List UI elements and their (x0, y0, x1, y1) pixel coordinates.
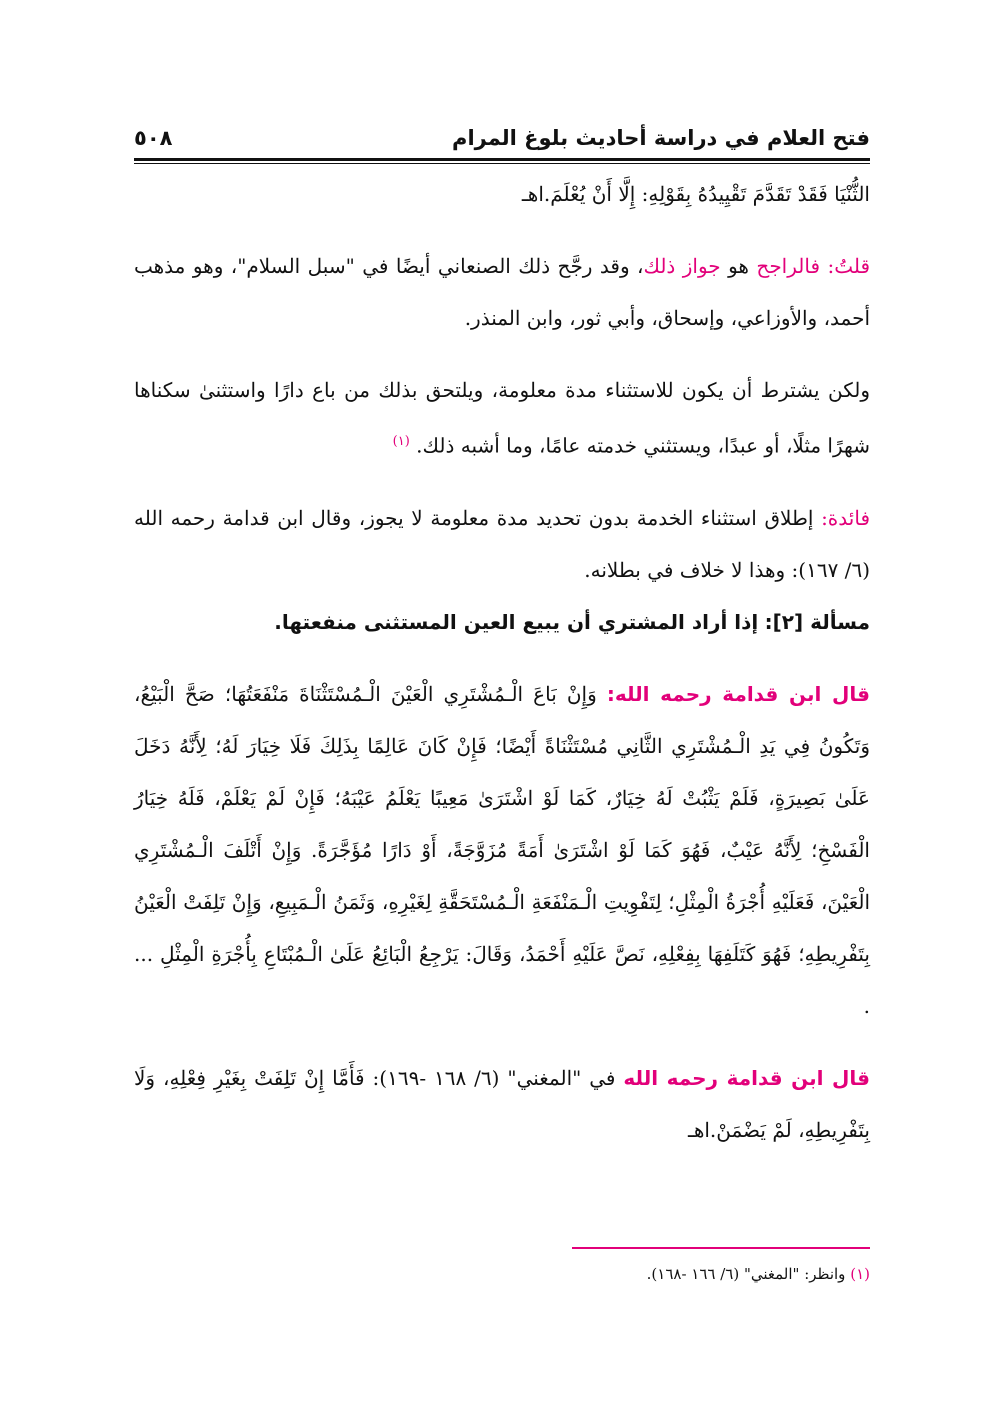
p3-text: ولكن يشترط أن يكون للاستثناء مدة معلومة، ويلتحق بذلك من باع دارًا واستثنىٰ سكناها شهرًا مثلًا، أو عبدًا، ويستثني خدمته عامًا، وما أشبه ذلك. (134, 378, 870, 458)
issue-label: مسألة [٢]: (764, 609, 870, 634)
jawaz-label: جواز ذلك (643, 254, 721, 278)
qultu-label: قلتُ: (827, 254, 871, 278)
p4-text: إطلاق استثناء الخدمة بدون تحديد مدة معلومة لا يجوز، وقال ابن قدامة رحمه الله (٦/ ١٦٧): وهذا لا خلاف في بطلانه. (134, 505, 870, 582)
running-header (134, 118, 870, 158)
main-text (134, 168, 870, 1156)
ibn-qudama-label-1: قال ابن قدامة رحمه الله: (606, 681, 871, 706)
p5-text: وَإِنْ بَاعَ الْـمُشْتَرِي الْعَيْنَ الْـمُسْتَثْنَاةَ مَنْفَعَتُهَا؛ صَحَّ الْبَيْعُ، وَتَكُونُ فِي يَدِ الْـمُشْتَرِي الثَّانِي مُسْتَثْنَاةً أَيْضًا؛ فَإِنْ كَانَ عَالِمًا بِذَلِكَ فَلَا خِيَارَ لَهُ؛ لِأَنَّهُ دَخَلَ عَلَىٰ بَصِيرَةٍ، فَلَمْ يَثْبُتْ لَهُ خِيَارٌ، كَمَا لَوْ اشْتَرَىٰ مَعِيبًا يَعْلَمُ عَيْبَهُ؛ فَإِنْ لَمْ يَعْلَمْ، فَلَهُ خِيَارُ الْفَسْخِ؛ لِأَنَّهُ عَيْبٌ، فَهُوَ كَمَا لَوْ اشْتَرَىٰ أَمَةً مُزَوَّجَةً، أَوْ دَارًا مُؤَجَّرَةً. وَإِنْ أَتْلَفَ الْـمُشْتَرِي الْعَيْنَ، فَعَلَيْهِ أُجْرَةُ الْمِثْلِ؛ لِتَفْوِيتِ الْـمَنْفَعَةِ الْـمُسْتَحَقَّةِ لِغَيْرِهِ، وَثَمَنُ الْـمَبِيعِ، وَإِنْ تَلِفَتْ الْعَيْنُ بِتَفْرِيطِهِ؛ فَهُوَ كَتَلَفِهَا بِفِعْلِهِ، نَصَّ عَلَيْهِ أَحْمَدُ، وَقَالَ: يَرْجِعُ الْبَائِعُ عَلَىٰ الْـمُبْتَاعِ بِأُجْرَةِ الْمِثْلِ ... . (134, 681, 870, 1018)
paragraph-3 (134, 364, 870, 472)
footnote-marker: (١) (850, 1265, 870, 1283)
issue-heading (134, 596, 870, 648)
rajih-label: فالراجح (756, 254, 821, 278)
paragraph-6 (134, 1052, 870, 1156)
footnote-rule (572, 1247, 870, 1249)
book-title: فتح العلام في دراسة أحاديث بلوغ المرام (452, 126, 870, 150)
footnote (134, 1265, 870, 1283)
header-rule-thick (134, 158, 870, 161)
footnote-text: وانظر: "المغني" (٦/ ١٦٦ -١٦٨). (646, 1265, 846, 1283)
p2-mid: هو (728, 254, 749, 278)
paragraph-5 (134, 668, 870, 1032)
footnote-ref[interactable]: (١) (392, 434, 410, 449)
page-number: ٥٠٨ (134, 126, 173, 150)
faida-label: فائدة: (821, 505, 870, 530)
p2-rest: ، وقد رجَّح ذلك الصنعاني أيضًا في "سبل السلام"، وهو مذهب أحمد، والأوزاعي، وإسحاق، وأبي ثور، وابن المنذر. (134, 254, 870, 330)
p6-text: في "المغني" (٦/ ١٦٨ -١٦٩): فَأَمَّا إِنْ تَلِفَتْ بِغَيْرِ فِعْلِهِ، وَلَا بِتَفْرِيطِهِ، لَمْ يَضْمَنْ.اهـ (134, 1065, 870, 1142)
header-rule-thin (134, 163, 870, 164)
ibn-qudama-label-2: قال ابن قدامة رحمه الله (623, 1065, 870, 1090)
paragraph-4 (134, 492, 870, 596)
paragraph-2 (134, 240, 870, 344)
issue-text: إذا أراد المشتري أن يبيع العين المستثنى منفعتها. (274, 609, 759, 634)
paragraph-1: الثُّنْيَا فَقَدْ تَقَدَّمَ تَقْيِيدُهُ بِقَوْلِهِ: إِلَّا أَنْ يُعْلَمَ.اهـ (521, 182, 870, 206)
